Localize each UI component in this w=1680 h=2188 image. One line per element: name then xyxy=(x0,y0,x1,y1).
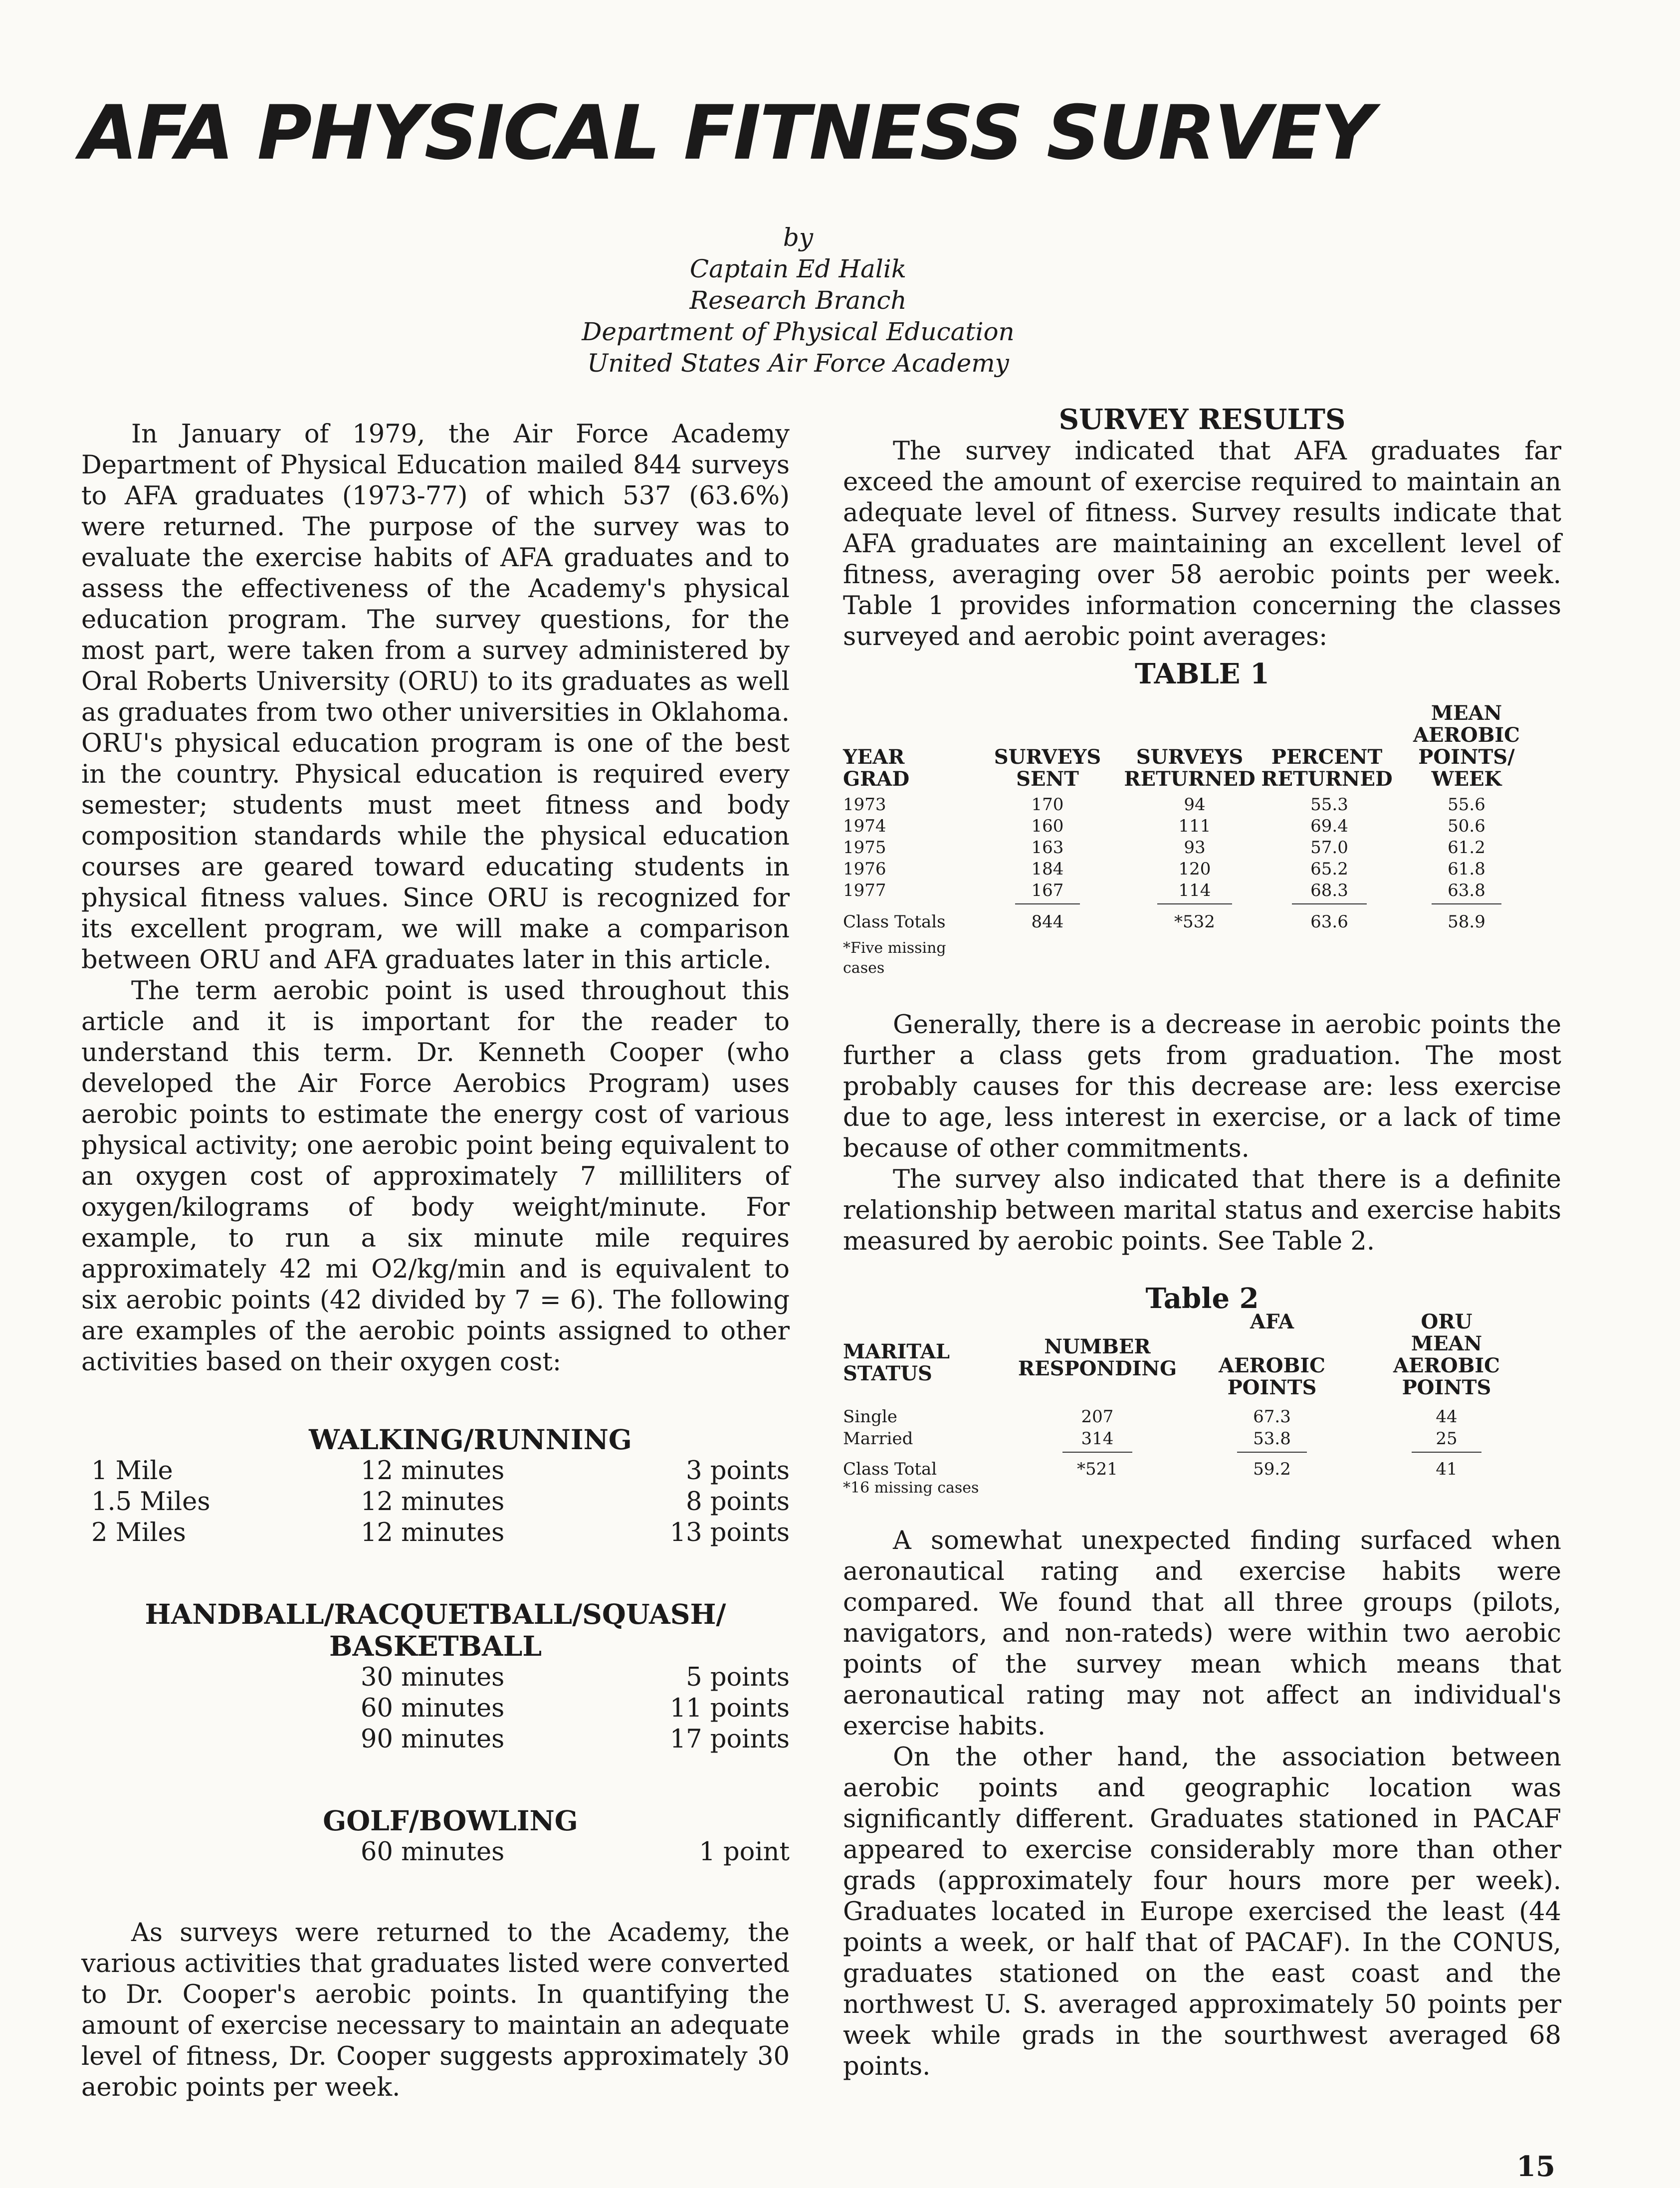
table1-rule xyxy=(1292,903,1367,904)
byline-institution: United States Air Force Academy xyxy=(587,349,1009,378)
activity-distance: 1 Mile xyxy=(91,1456,173,1486)
survey-results-heading: SURVEY RESULTS xyxy=(1058,403,1346,436)
table2-rule xyxy=(1412,1452,1481,1453)
geographic-paragraph: On the other hand, the association between aerobic points and geographic location was significantly different. Graduates stationed in PACAF appeared to exercise considerably more than other grads (approximately four hours more per week). Graduates located in Europe exercised the least (44 points a week, or half that of PACAF). In the CONUS, graduates stationed on the east coast and the northwest U. S. averaged approximately 50 points per week while grads in the sourthwest averaged 68 points. xyxy=(843,1743,1561,2081)
article-title: AFA PHYSICAL FITNESS SURVEY xyxy=(80,90,1373,177)
handball-title: HANDBALL/RACQUETBALL/SQUASH/ xyxy=(145,1598,726,1630)
byline-branch: Research Branch xyxy=(689,286,907,315)
activity-row xyxy=(81,1693,790,1724)
golf-title: GOLF/BOWLING xyxy=(323,1804,578,1837)
table1-header-percent: PERCENT RETURNED xyxy=(1261,745,1393,791)
table2: MARITAL STATUS NUMBER RESPONDING AFA AEROBIC POINTS ORU MEAN AEROBIC POINTS Single 207 67.3 44 Married 314 53.8 25 Class Total *521 59.2 41 *16 missing cases xyxy=(843,1316,1561,1501)
activity-duration: 12 minutes xyxy=(361,1518,505,1547)
activity-row xyxy=(81,1837,790,1868)
table1: YEAR GRAD SURVEYS SENT SURVEYS RETURNED PERCENT RETURNED MEAN AEROBIC POINTS/ WEEK 1973 170 94 55.3 55.6 1974 160 111 69.4 50.6 1975 163 93 57.0 61.2 1976 184 120 65.2 61.8 1977 167 114 68.3 63.8 Class Totals 844 *532 63.6 58.9 *Five missing cases xyxy=(843,691,1561,971)
walking-running-block xyxy=(81,1424,790,1548)
table1-rule xyxy=(1432,903,1501,904)
table1-rule xyxy=(1015,903,1080,904)
activity-distance: 2 Miles xyxy=(91,1518,186,1547)
activity-points: 3 points xyxy=(686,1456,790,1486)
table2-rule xyxy=(1237,1452,1307,1453)
table2-title: Table 2 xyxy=(1145,1282,1259,1315)
page-number: 15 xyxy=(1516,2150,1555,2183)
left-column xyxy=(81,419,790,2103)
activity-row xyxy=(81,1518,790,1548)
aeronautical-paragraph: A somewhat unexpected finding surfaced when aeronautical rating and exercise habits were compared. We found that all three groups (pilots, navigators, and non-rateds) were within two aerobic points of the survey mean which means that aeronautical rating may not affect an individual's exercise habits. xyxy=(843,1526,1561,1741)
activity-points: 13 points xyxy=(669,1518,790,1547)
activity-row xyxy=(81,1487,790,1518)
right-column xyxy=(843,403,1561,2082)
table1-title: TABLE 1 xyxy=(1135,657,1269,690)
activity-duration: 90 minutes xyxy=(361,1725,505,1754)
byline xyxy=(499,222,1097,379)
activity-points: 17 points xyxy=(669,1725,790,1754)
marital-paragraph: The survey also indicated that there is a definite relationship between marital status and exercise habits measured by aerobic points. See Table 2. xyxy=(843,1165,1561,1256)
basketball-title: BASKETBALL xyxy=(329,1630,542,1662)
walking-running-title: WALKING/RUNNING xyxy=(309,1423,632,1456)
activity-row xyxy=(81,1662,790,1693)
intro-paragraph: In January of 1979, the Air Force Academy Department of Physical Education mailed 844 surveys to AFA graduates (1973-77) of which 537 (63.6%) were returned. The purpose of the survey was to evaluate the exercise habits of AFA graduates and to assess the effectiveness of the Academy's physical education program. The survey questions, for the most part, were taken from a survey administered by Oral Roberts University (ORU) to its graduates as well as graduates from two other universities in Oklahoma. ORU's physical education program is one of the best in the country. Physical education is required every semester; students must meet fitness and body composition standards while the physical education courses are geared toward educating students in physical fitness values. Since ORU is recognized for its excellent program, we will make a comparison between ORU and AFA graduates later in this article. xyxy=(81,420,790,975)
byline-by: by xyxy=(783,223,814,252)
activity-distance: 1.5 Miles xyxy=(91,1487,210,1517)
golf-block xyxy=(81,1805,790,1868)
activity-points: 1 point xyxy=(699,1837,790,1867)
activity-duration: 60 minutes xyxy=(361,1694,505,1723)
table2-note: *16 missing cases xyxy=(843,1479,979,1497)
activity-points: 8 points xyxy=(686,1487,790,1517)
handball-block xyxy=(81,1598,790,1755)
activity-row xyxy=(81,1724,790,1755)
decrease-paragraph: Generally, there is a decrease in aerobic points the further a class gets from graduation. The most probably causes for this decrease are: less exercise due to age, less interest in exercise, or a lack of time because of other commitments. xyxy=(843,1010,1561,1163)
activity-duration: 12 minutes xyxy=(361,1456,505,1486)
results-paragraph: The survey indicated that AFA graduates far exceed the amount of exercise required to maintain an adequate level of fitness. Survey results indicate that AFA graduates are maintaining an excellent level of fitness, averaging over 58 aerobic points per week. Table 1 provides information concerning the classes surveyed and aerobic point averages: xyxy=(843,437,1561,652)
activity-duration: 60 minutes xyxy=(361,1837,505,1867)
table2-header-afa: AFA AEROBIC POINTS xyxy=(1219,1310,1325,1399)
activity-duration: 30 minutes xyxy=(361,1663,505,1692)
table1-header-returned: SURVEYS RETURNED xyxy=(1124,745,1256,791)
table2-header-number: NUMBER RESPONDING xyxy=(1018,1335,1177,1380)
table1-rule xyxy=(1157,903,1232,904)
activity-row xyxy=(81,1456,790,1487)
table1-header-mean: MEAN AEROBIC POINTS/ WEEK xyxy=(1413,701,1520,791)
table2-header-oru: ORU MEAN AEROBIC POINTS xyxy=(1393,1310,1500,1399)
table1-header-sent: SURVEYS SENT xyxy=(994,745,1101,791)
table1-note: *Five missing cases xyxy=(843,939,946,977)
aerobic-point-paragraph: The term aerobic point is used throughout this article and it is important for the reader to understand this term. Dr. Kenneth Cooper (who developed the Air Force Aerobics Program) uses aerobic points to estimate the energy cost of various physical activity; one aerobic point being equivalent to an oxygen cost of approximately 7 milliliters of oxygen/kilograms of body weight/minute. For example, to run a six minute mile requires approximately 42 mi O2/kg/min and is equivalent to six aerobic points (42 divided by 7 = 6). The following are examples of the aerobic points assigned to other activities based on their oxygen cost: xyxy=(81,976,790,1377)
table2-header-status: MARITAL STATUS xyxy=(843,1340,950,1385)
table1-header-year: YEAR GRAD xyxy=(843,745,910,791)
byline-author: Captain Ed Halik xyxy=(689,254,907,283)
activity-points: 5 points xyxy=(686,1663,790,1692)
activity-points: 11 points xyxy=(669,1694,790,1723)
table2-rule xyxy=(1062,1452,1132,1453)
activity-duration: 12 minutes xyxy=(361,1487,505,1517)
conversion-paragraph: As surveys were returned to the Academy, the various activities that graduates listed were converted to Dr. Cooper's aerobic points. In quantifying the amount of exercise necessary to maintain an adequate level of fitness, Dr. Cooper suggests approximately 30 aerobic points per week. xyxy=(81,1918,790,2102)
byline-department: Department of Physical Education xyxy=(582,317,1015,346)
